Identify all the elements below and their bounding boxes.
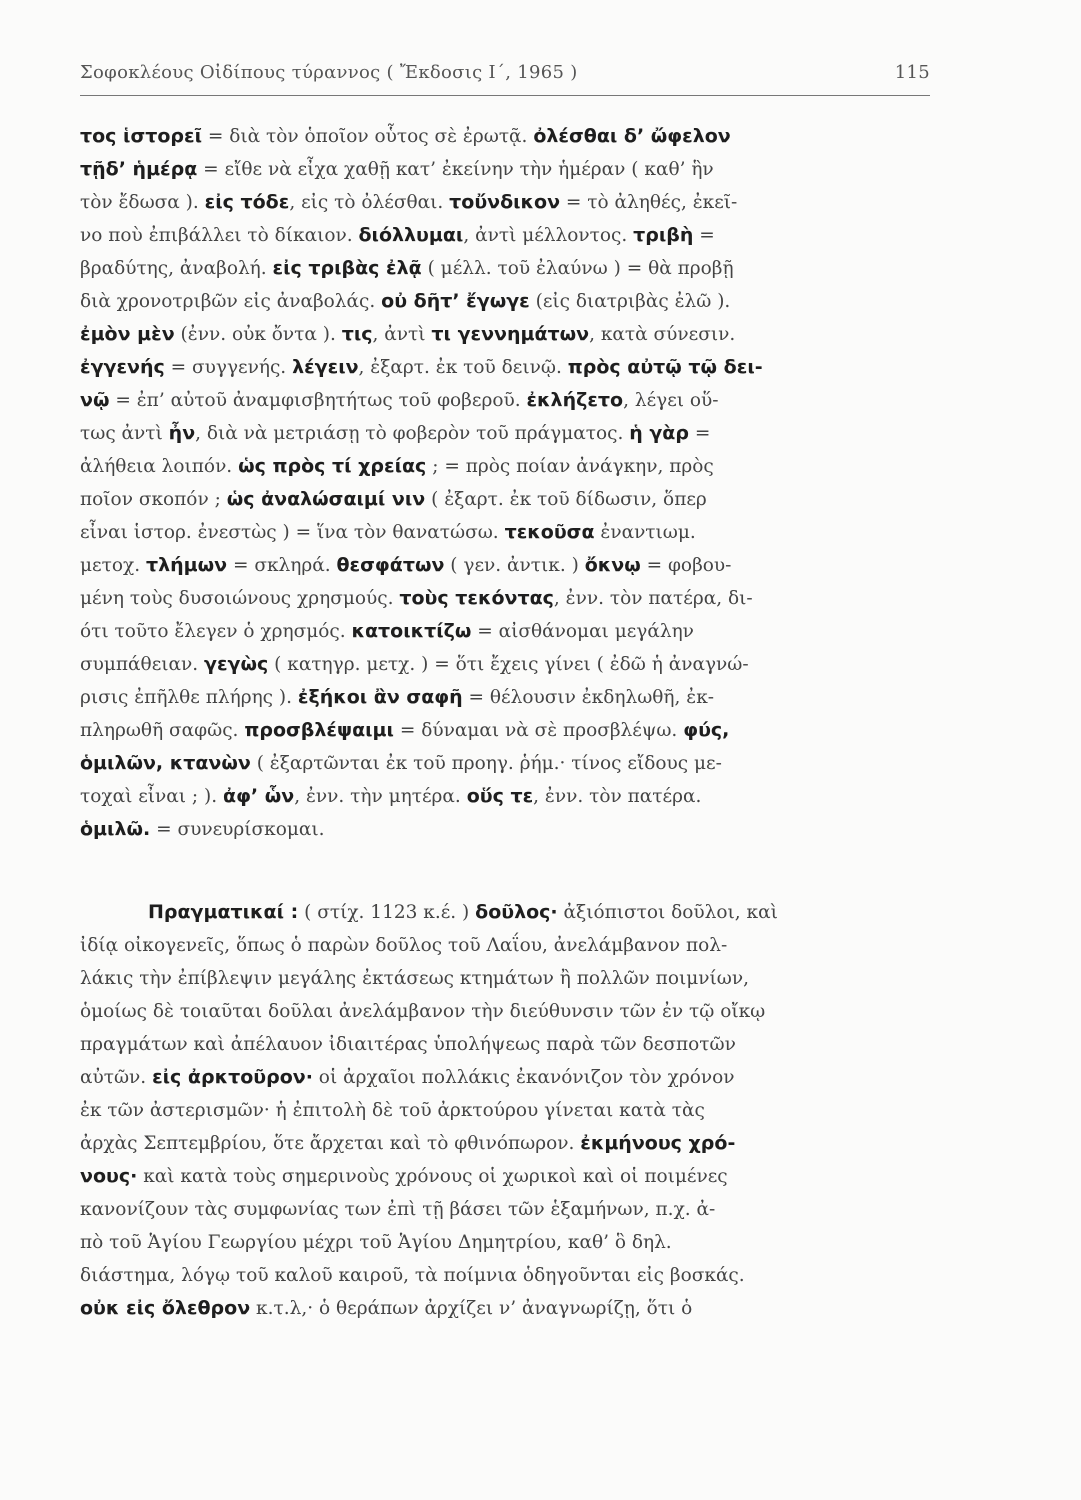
gloss-text: κ.τ.λ,· ὁ θεράπων ἀρχίζει ν’ ἀναγνωρίζῃ, ὅτι ὁ bbox=[250, 1298, 693, 1319]
gloss-text: = εἴθε νὰ εἶχα χαθῇ κατ’ ἐκείνην τὴν ἡμέραν ( καθ’ ἣν bbox=[197, 159, 714, 180]
gloss-text: = φοβου- bbox=[640, 555, 732, 576]
factual_notes-line bbox=[80, 962, 950, 995]
commentary-line bbox=[80, 747, 950, 780]
lemma: νους· bbox=[80, 1165, 138, 1187]
lemma: προσβλέψαιμι bbox=[244, 719, 394, 741]
gloss-text: = συγγενής. bbox=[164, 357, 293, 378]
lemma: κατοικτίζω bbox=[351, 620, 472, 642]
gloss-text: = ἐπ’ αὐτοῦ ἀναμφισβητήτως τοῦ φοβεροῦ. bbox=[109, 390, 527, 411]
lemma: εἰς ἀρκτοῦρον· bbox=[152, 1066, 313, 1088]
factual_notes-line bbox=[80, 995, 950, 1028]
gloss-text: βραδύτης, ἀναβολή. bbox=[80, 258, 273, 279]
lemma: νῷ bbox=[80, 389, 110, 411]
lemma: ὡς πρὸς τί χρείας bbox=[238, 455, 427, 477]
gloss-text: καὶ κατὰ τοὺς σημερινοὺς χρόνους οἱ χωρικοὶ καὶ οἱ ποιμένες bbox=[137, 1166, 728, 1187]
factual_notes-line bbox=[80, 896, 950, 929]
gloss-text: ( μέλλ. τοῦ ἐλαύνω ) = θὰ προβῇ bbox=[421, 258, 734, 279]
factual_notes-line bbox=[80, 1094, 950, 1127]
factual_notes-line bbox=[80, 929, 950, 962]
lemma: τι γεννημάτων bbox=[431, 323, 590, 345]
commentary-block bbox=[80, 120, 950, 846]
lemma: ἐμὸν μὲν bbox=[80, 323, 175, 345]
gloss-text: κανονίζουν τὰς συμφωνίας των ἐπὶ τῇ βάσει τῶν ἑξαμήνων, π.χ. ἀ- bbox=[80, 1199, 716, 1220]
commentary-line bbox=[80, 516, 950, 549]
commentary-line bbox=[80, 153, 950, 186]
gloss-text: μετοχ. bbox=[80, 555, 146, 576]
gloss-text: , κατὰ σύνεσιν. bbox=[589, 324, 736, 345]
lemma: ὁμιλῶ. bbox=[80, 818, 151, 840]
running-header bbox=[80, 62, 930, 83]
gloss-text: ἀρχὰς Σεπτεμβρίου, ὅτε ἄρχεται καὶ τὸ φθινόπωρον. bbox=[80, 1133, 581, 1154]
lemma: τλήμων bbox=[145, 554, 228, 576]
gloss-text: = θέλουσιν ἐκδηλωθῆ, ἐκ- bbox=[462, 687, 715, 708]
gloss-text: , εἰς τὸ ὀλέσθαι. bbox=[289, 192, 450, 213]
gloss-text: (ἐνν. οὐκ ὄντα ). bbox=[174, 324, 342, 345]
factual_notes-line bbox=[80, 1193, 950, 1226]
running-title: Σοφοκλέους Οἰδίπους τύραννος ( Ἔκδοσις Ι΄, 1965 ) bbox=[80, 62, 578, 83]
commentary-line bbox=[80, 252, 950, 285]
commentary-line bbox=[80, 681, 950, 714]
lemma: τις bbox=[341, 323, 373, 345]
gloss-text: συμπάθειαν. bbox=[80, 654, 205, 675]
gloss-text: τοχαὶ εἶναι ; ). bbox=[80, 786, 224, 807]
lemma: ἐκμήνους χρό- bbox=[580, 1132, 736, 1154]
gloss-text: μένη τοὺς δυσοιώνους χρησμούς. bbox=[80, 588, 400, 609]
lemma: ἡ γὰρ bbox=[629, 422, 689, 444]
section-gap bbox=[80, 846, 950, 896]
gloss-text: ( ἐξαρτ. ἐκ τοῦ δίδωσιν, ὅπερ bbox=[425, 489, 707, 510]
lemma: τεκοῦσα bbox=[504, 521, 595, 543]
lemma: τοὺς τεκόντας bbox=[399, 587, 554, 609]
commentary-line bbox=[80, 714, 950, 747]
factual-notes-block bbox=[80, 896, 950, 1325]
gloss-text: = bbox=[688, 423, 711, 444]
gloss-text: πραγμάτων καὶ ἀπέλαυον ἰδιαιτέρας ὑπολήψεως παρὰ τῶν δεσποτῶν bbox=[80, 1034, 736, 1055]
gloss-text: ποῖον σκοπόν ; bbox=[80, 489, 227, 510]
lemma: διόλλυμαι bbox=[358, 224, 464, 246]
lemma: ἀφ’ ὧν bbox=[223, 785, 295, 807]
gloss-text: νο ποὺ ἐπιβάλλει τὸ δίκαιον. bbox=[80, 225, 359, 246]
lemma: τοὔνδικον bbox=[449, 191, 561, 213]
lemma: γεγὼς bbox=[204, 653, 269, 675]
gloss-text: τως ἀντὶ bbox=[80, 423, 169, 444]
lemma: τος ἱστορεῖ bbox=[80, 125, 203, 147]
gloss-text: , ἀντὶ μέλλοντος. bbox=[463, 225, 634, 246]
lemma: τριβὴ bbox=[633, 224, 694, 246]
lemma: λέγειν bbox=[292, 356, 359, 378]
gloss-text: = δύναμαι νὰ σὲ προσβλέψω. bbox=[393, 720, 684, 741]
commentary-line bbox=[80, 351, 950, 384]
commentary-line bbox=[80, 483, 950, 516]
factual_notes-line bbox=[80, 1160, 950, 1193]
gloss-text: ( γεν. ἀντικ. ) bbox=[444, 555, 585, 576]
gloss-text: , ἐξαρτ. ἐκ τοῦ δεινῷ. bbox=[358, 357, 568, 378]
commentary-line bbox=[80, 615, 950, 648]
lemma: ἦν bbox=[168, 422, 196, 444]
gloss-text: ότι τοῦτο ἔλεγεν ὁ χρησμός. bbox=[80, 621, 352, 642]
gloss-text: πληρωθῆ σαφῶς. bbox=[80, 720, 245, 741]
gloss-text: ἀξιόπιστοι δοῦλοι, καὶ bbox=[557, 902, 778, 923]
lemma: ἐγγενής bbox=[80, 356, 165, 378]
gloss-text: ἐναντιωμ. bbox=[594, 522, 696, 543]
gloss-text: ( ἐξαρτῶνται ἐκ τοῦ προηγ. ῥήμ.· τίνος εἴδους με- bbox=[250, 753, 722, 774]
gloss-text: = διὰ τὸν ὁποῖον οὗτος σὲ ἐρωτᾷ. bbox=[202, 126, 534, 147]
gloss-text: εἶναι ἱστορ. ἐνεστὼς ) = ἵνα τὸν θανατώσω. bbox=[80, 522, 505, 543]
gloss-text: ( στίχ. 1123 κ.έ. ) bbox=[298, 902, 476, 923]
gloss-text: ; = πρὸς ποίαν ἀνάγκην, πρὸς bbox=[426, 456, 714, 477]
commentary-line bbox=[80, 219, 950, 252]
lemma: φύς, bbox=[683, 719, 730, 741]
commentary-line bbox=[80, 417, 950, 450]
lemma: ὁμιλῶν, κτανὼν bbox=[80, 752, 251, 774]
gloss-text: , ἀντὶ bbox=[372, 324, 432, 345]
gloss-text: ἐκ τῶν ἀστερισμῶν· ἡ ἐπιτολὴ δὲ τοῦ ἀρκτούρου γίνεται κατὰ τὰς bbox=[80, 1100, 705, 1121]
gloss-text: τὸν ἔδωσα ). bbox=[80, 192, 205, 213]
gloss-text: , διὰ νὰ μετριάσῃ τὸ φοβερὸν τοῦ πράγματος. bbox=[195, 423, 630, 444]
gloss-text: ρισις ἐπῆλθε πλήρης ). bbox=[80, 687, 298, 708]
lemma: οὕς τε bbox=[466, 785, 534, 807]
header-rule bbox=[80, 95, 930, 96]
gloss-text: διὰ χρονοτριβῶν εἰς ἀναβολάς. bbox=[80, 291, 382, 312]
lemma: τῇδ’ ἡμέρᾳ bbox=[80, 158, 198, 180]
lemma: πρὸς αὐτῷ τῷ δει- bbox=[567, 356, 763, 378]
factual_notes-line bbox=[80, 1226, 950, 1259]
commentary-line bbox=[80, 450, 950, 483]
lemma: ὀλέσθαι δ’ ὤφελον bbox=[533, 125, 731, 147]
commentary-line bbox=[80, 813, 950, 846]
gloss-text: = αἰσθάνομαι μεγάλην bbox=[471, 621, 694, 642]
lemma: Πραγματικαί : bbox=[148, 901, 299, 923]
lemma: οὐ δῆτ’ ἔγωγε bbox=[381, 290, 530, 312]
factual_notes-line bbox=[80, 1292, 950, 1325]
commentary-line bbox=[80, 582, 950, 615]
lemma: εἰς τόδε bbox=[204, 191, 290, 213]
gloss-text: = σκληρά. bbox=[227, 555, 337, 576]
gloss-text: , ἐνν. τὴν μητέρα. bbox=[294, 786, 467, 807]
commentary-line bbox=[80, 318, 950, 351]
gloss-text: ἀλήθεια λοιπόν. bbox=[80, 456, 239, 477]
gloss-text: , ἐνν. τὸν πατέρα, δι- bbox=[553, 588, 753, 609]
commentary-line bbox=[80, 186, 950, 219]
gloss-text: ἰδίᾳ οἰκογενεῖς, ὅπως ὁ παρὼν δοῦλος τοῦ Λαΐου, ἀνελάμβανον πολ- bbox=[80, 935, 728, 956]
gloss-text: , ἐνν. τὸν πατέρα. bbox=[533, 786, 702, 807]
page-body bbox=[80, 120, 950, 1325]
factual_notes-line bbox=[80, 1127, 950, 1160]
commentary-line bbox=[80, 780, 950, 813]
lemma: θεσφάτων bbox=[336, 554, 445, 576]
lemma: ἐξήκοι ἂν σαφῆ bbox=[297, 686, 463, 708]
lemma: ὄκνῳ bbox=[584, 554, 641, 576]
gloss-text: ( κατηγρ. μετχ. ) = ὅτι ἔχεις γίνει ( ἐδῶ ἡ ἀναγνώ- bbox=[268, 654, 749, 675]
gloss-text: διάστημα, λόγῳ τοῦ καλοῦ καιροῦ, τὰ ποίμνια ὁδηγοῦνται εἰς βοσκάς. bbox=[80, 1265, 745, 1286]
lemma: οὐκ εἰς ὄλεθρον bbox=[80, 1297, 251, 1319]
gloss-text: οἱ ἀρχαῖοι πολλάκις ἐκανόνιζον τὸν χρόνον bbox=[312, 1067, 735, 1088]
gloss-text: = συνευρίσκομαι. bbox=[150, 819, 325, 840]
commentary-line bbox=[80, 384, 950, 417]
lemma: ὡς ἀναλώσαιμί νιν bbox=[226, 488, 426, 510]
gloss-text: , λέγει οὕ- bbox=[623, 390, 719, 411]
gloss-text: ὁμοίως δὲ τοιαῦται δοῦλαι ἀνελάμβανον τὴν διεύθυνσιν τῶν ἐν τῷ οἴκῳ bbox=[80, 1001, 766, 1022]
gloss-text: = τὸ ἀληθές, ἐκεῖ- bbox=[560, 192, 738, 213]
commentary-line bbox=[80, 285, 950, 318]
page-number: 115 bbox=[894, 62, 930, 83]
commentary-line bbox=[80, 549, 950, 582]
gloss-text: (εἰς διατριβὰς ἐλῶ ). bbox=[529, 291, 731, 312]
commentary-line bbox=[80, 648, 950, 681]
lemma: δοῦλος· bbox=[475, 901, 558, 923]
commentary-line bbox=[80, 120, 950, 153]
gloss-text: πὸ τοῦ Ἁγίου Γεωργίου μέχρι τοῦ Ἁγίου Δημητρίου, καθ’ ὃ δηλ. bbox=[80, 1232, 672, 1253]
gloss-text: αὐτῶν. bbox=[80, 1067, 153, 1088]
factual_notes-line bbox=[80, 1259, 950, 1292]
gloss-text: λάκις τὴν ἐπίβλεψιν μεγάλης ἐκτάσεως κτημάτων ἢ πολλῶν ποιμνίων, bbox=[80, 968, 749, 989]
lemma: εἰς τριβὰς ἐλᾷ bbox=[272, 257, 422, 279]
factual_notes-line bbox=[80, 1061, 950, 1094]
lemma: ἐκλήζετο bbox=[526, 389, 624, 411]
gloss-text: = bbox=[693, 225, 715, 246]
factual_notes-line bbox=[80, 1028, 950, 1061]
